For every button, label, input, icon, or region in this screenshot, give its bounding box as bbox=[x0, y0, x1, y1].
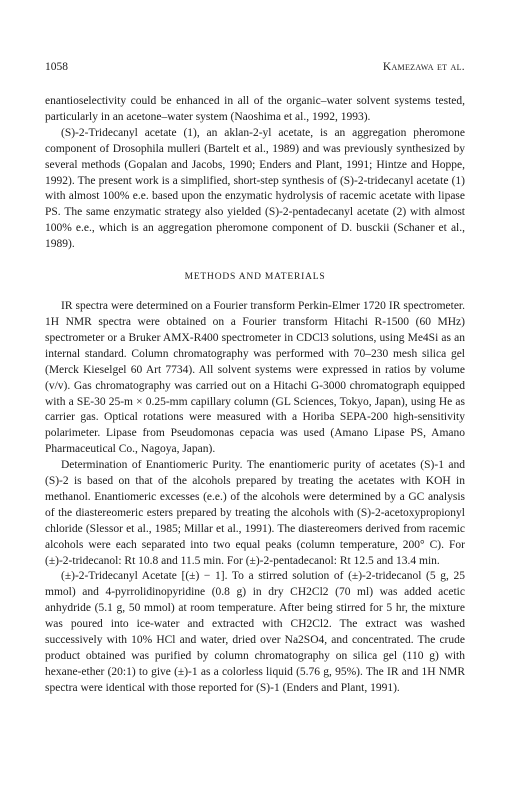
paragraph-instrumentation: IR spectra were determined on a Fourier transform Perkin-Elmer 1720 IR spectrometer. 1H NMR spectra were obtained on a Fourier transform Hitachi R-1500 (60 MHz) spectrometer or a Bruker AMX-R400 spectrometer in CDCl3 solutions, using Me4Si as an internal standard. Column chromatography was performed with 70–230 mesh silica gel (Merck Kieselgel 60 Art 7734). All solvent systems were expressed in ratios by volume (v/v). Gas chromatography was carried out on a Hitachi G-3000 chromatograph equipped with a SE-30 25-m × 0.25-mm capillary column (GL Sciences, Tokyo, Japan), using He as carrier gas. Optical rotations were measured with a Horiba SEPA-200 high-sensitivity polarimeter. Lipase from Pseudomonas cepacia was used (Amano Lipase PS, Amano Pharmaceutical Co., Nagoya, Japan). bbox=[45, 300, 465, 456]
paragraph-enantiomeric-purity: Determination of Enantiomeric Purity. The enantiomeric purity of acetates (S)-1 and (S)-2 is based on that of the alcohols prepared by treating the acetates with KOH in methanol. Enantiomeric excesses (e.e.) of the alcohols were determined by a GC analysis of the diastereomeric esters prepared by treating the alcohols with (S)-2-acetoxypropionyl chloride (Slessor et al., 1985; Millar et al., 1991). The diastereomers derived from racemic alcohols were each separated into two equal peaks (column temperature, 200° C). For (±)-2-tridecanol: Rt 10.8 and 11.5 min. For (±)-2-pentadecanol: Rt 12.5 and 13.4 min. bbox=[45, 459, 465, 567]
page-number: 1058 bbox=[45, 61, 68, 73]
running-head-author: Kamezawa et al. bbox=[382, 61, 465, 73]
paragraph-tridecanyl-acetate: (S)-2-Tridecanyl acetate (1), an aklan-2-yl acetate, is an aggregation pheromone component of Drosophila mulleri (Bartelt et al., 1989) and was previously synthesized by several methods (Gopalan and Jacobs, 1990; Enders and Plant, 1991; Hintze and Hoppe, 1992). The present work is a simplified, short-step synthesis of (S)-2-tridecanyl acetate (1) with almost 100% e.e. based upon the enzymatic hydrolysis of racemic acetate with lipase PS. The same enzymatic strategy also yielded (S)-2-pentadecanyl acetate (2) with almost 100% e.e., which is an aggregation pheromone component of D. busckii (Schaner et al., 1989). bbox=[45, 126, 465, 251]
paragraph-intro-continuation: enantioselectivity could be enhanced in all of the organic–water solvent systems tested, particularly in an acetone–water system (Naoshima et al., 1992, 1993). bbox=[45, 95, 465, 123]
section-heading-methods: METHODS AND MATERIALS bbox=[184, 272, 326, 283]
paragraph-racemic-acetate-synthesis: (±)-2-Tridecanyl Acetate [(±) − 1]. To a stirred solution of (±)-2-tridecanol (5 g, 25 mmol) and 4-pyrrolidinopyridine (0.8 g) in dry CH2Cl2 (70 ml) was added acetic anhydride (5.1 g, 50 mmol) at room temperature. After being stirred for 5 hr, the mixture was poured into ice-water and extracted with CH2Cl2. The extract was washed successively with 10% HCl and water, dried over Na2SO4, and concentrated. The crude product obtained was purified by column chromatography on silica gel (110 g) with hexane-ether (20:1) to give (±)-1 as a colorless liquid (5.76 g, 95%). The IR and 1H NMR spectra were identical with those reported for (S)-1 (Enders and Plant, 1991). bbox=[45, 570, 465, 694]
running-head bbox=[45, 60, 465, 74]
